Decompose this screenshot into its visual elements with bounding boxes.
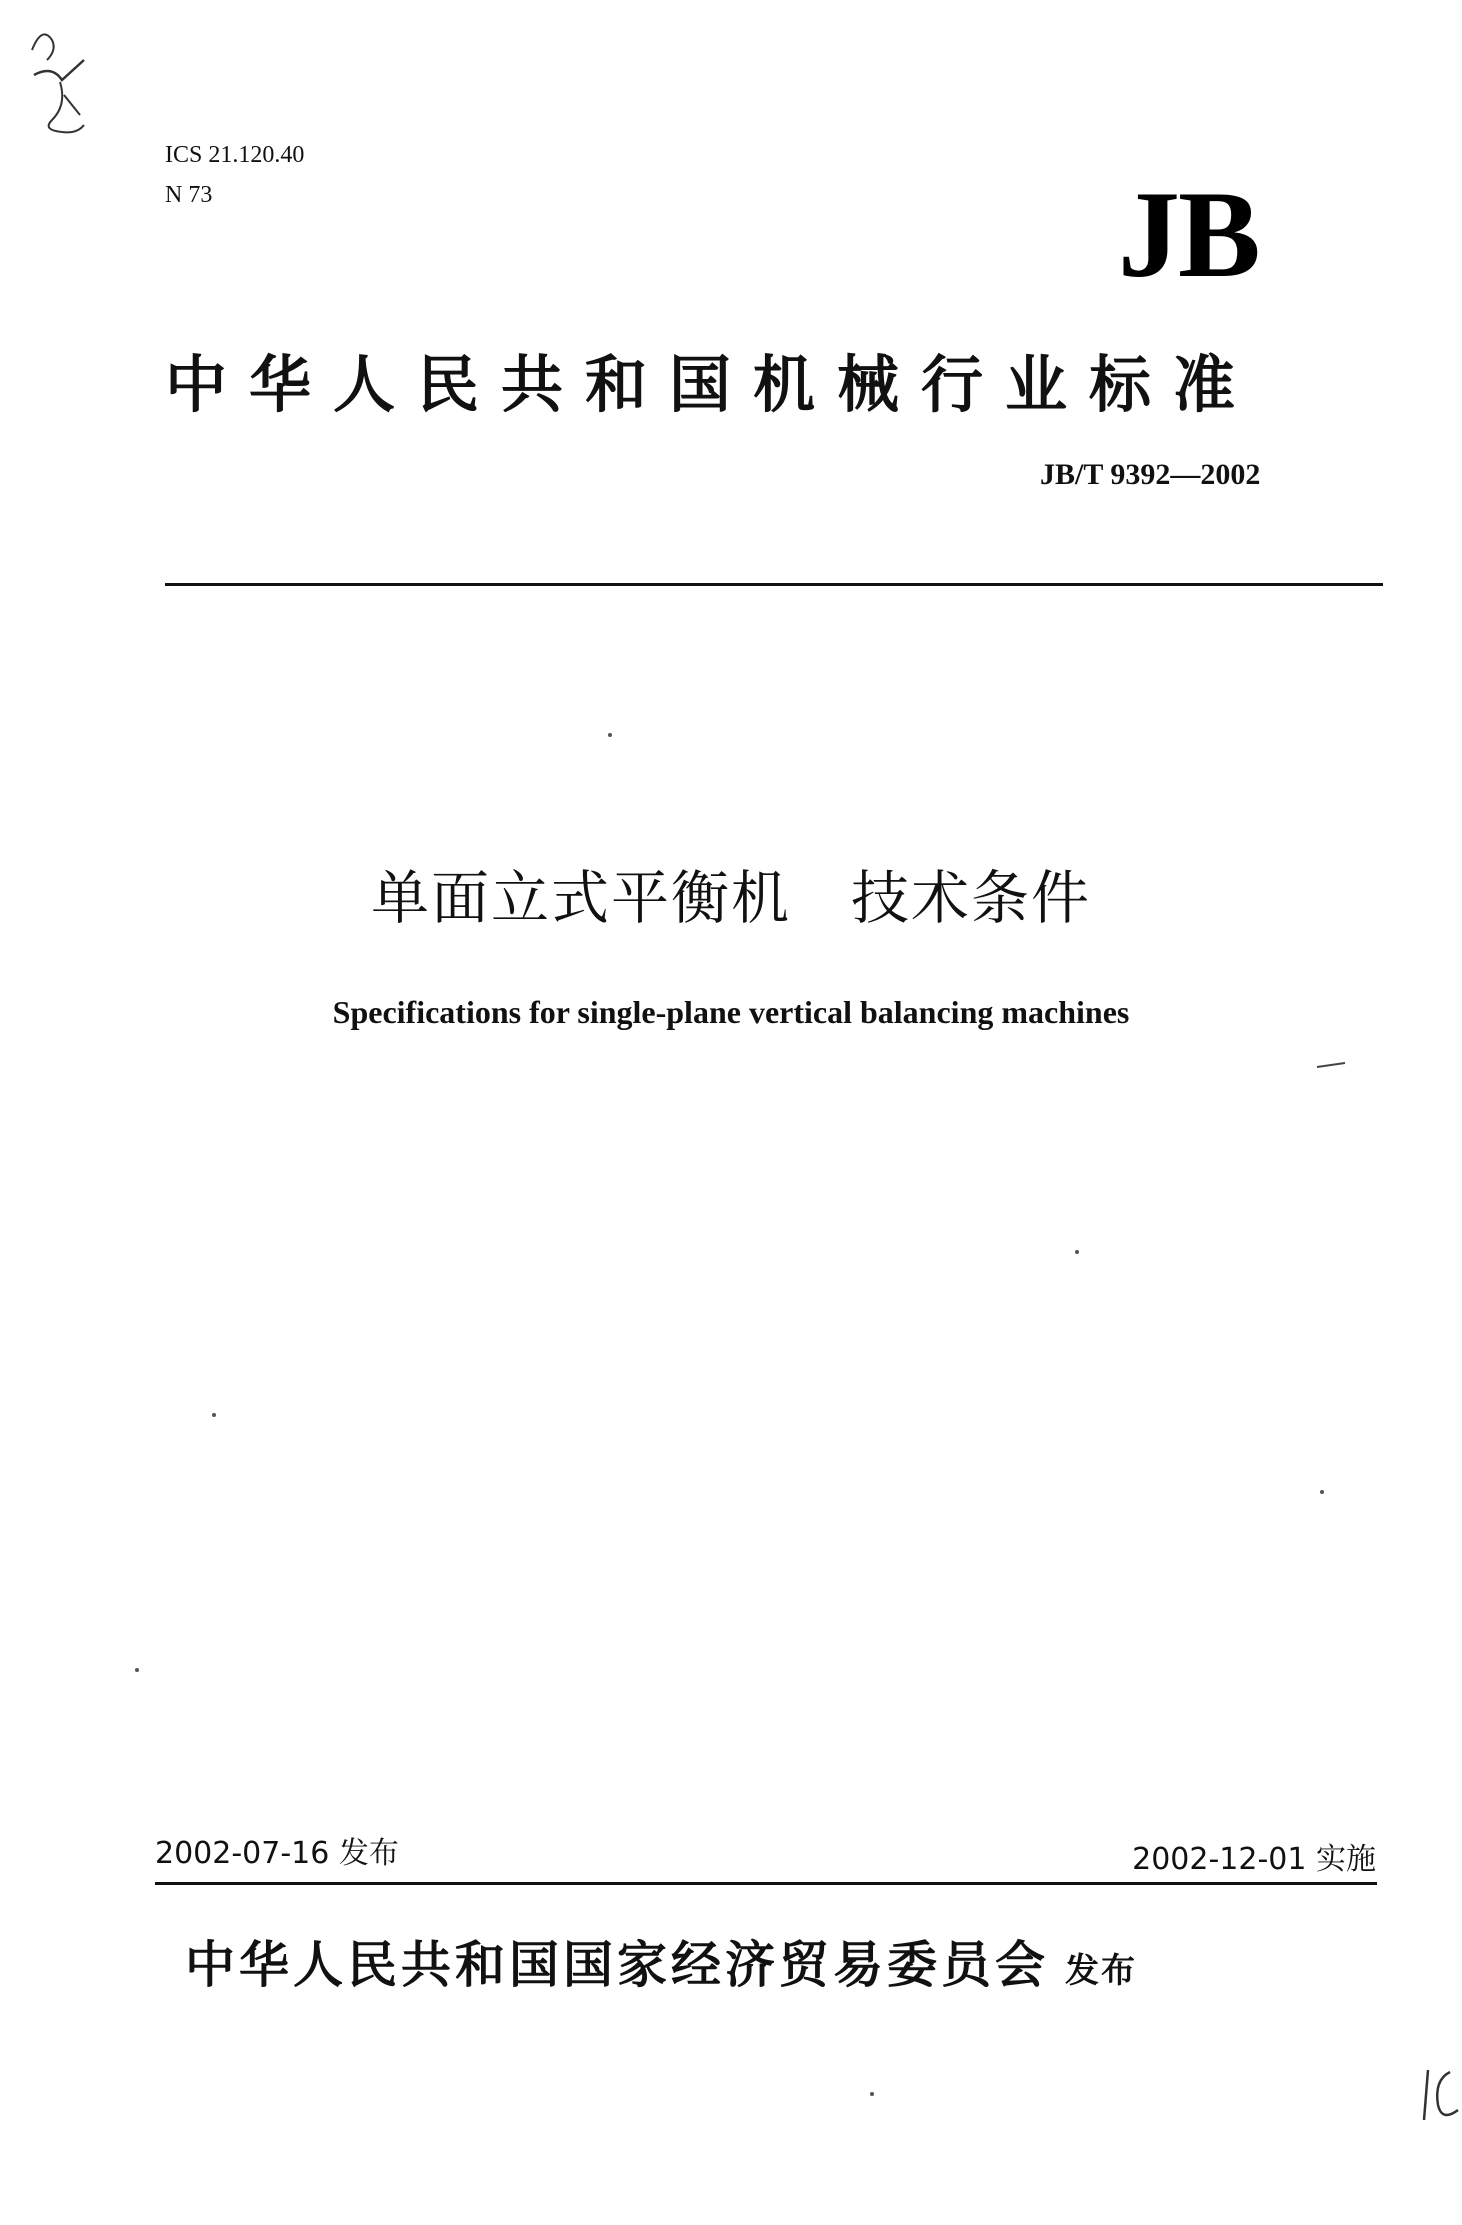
handwritten-page-mark-icon bbox=[1420, 2060, 1462, 2130]
scan-speck bbox=[135, 1668, 139, 1672]
scan-speck bbox=[1320, 1490, 1324, 1494]
scan-speck bbox=[1075, 1250, 1079, 1254]
ics-code: ICS 21.120.40 bbox=[165, 142, 305, 168]
scan-speck bbox=[212, 1413, 216, 1417]
standard-number: JB/T 9392—2002 bbox=[1040, 458, 1261, 491]
handwritten-annotation-icon bbox=[22, 20, 102, 150]
header-divider bbox=[165, 583, 1383, 586]
scan-dash-icon bbox=[1315, 1060, 1347, 1070]
implementation-date: 2002-12-01 实施 bbox=[1132, 1842, 1376, 1877]
footer-divider bbox=[155, 1882, 1377, 1885]
scan-speck bbox=[608, 733, 612, 737]
issue-date: 2002-07-16 发布 bbox=[155, 1836, 399, 1871]
ccs-code: N 73 bbox=[165, 182, 213, 208]
classification-codes bbox=[165, 135, 304, 215]
publisher bbox=[185, 1930, 1137, 2006]
document-title-cn-part1: 单面立式平衡机 bbox=[370, 864, 791, 932]
publisher-suffix: 发布 bbox=[1065, 1951, 1137, 1991]
jb-mark: JB bbox=[1118, 166, 1259, 303]
standard-title: 中华人民共和国机械行业标准 bbox=[165, 348, 1258, 421]
document-title-en: Specifications for single-plane vertical balancing machines bbox=[332, 994, 1130, 1030]
document-title-cn-part2: 技术条件 bbox=[851, 864, 1092, 932]
scan-speck bbox=[870, 2092, 874, 2096]
document-title-cn bbox=[0, 860, 1462, 936]
publisher-name: 中华人民共和国国家经济贸易委员会 bbox=[185, 1936, 1049, 1994]
